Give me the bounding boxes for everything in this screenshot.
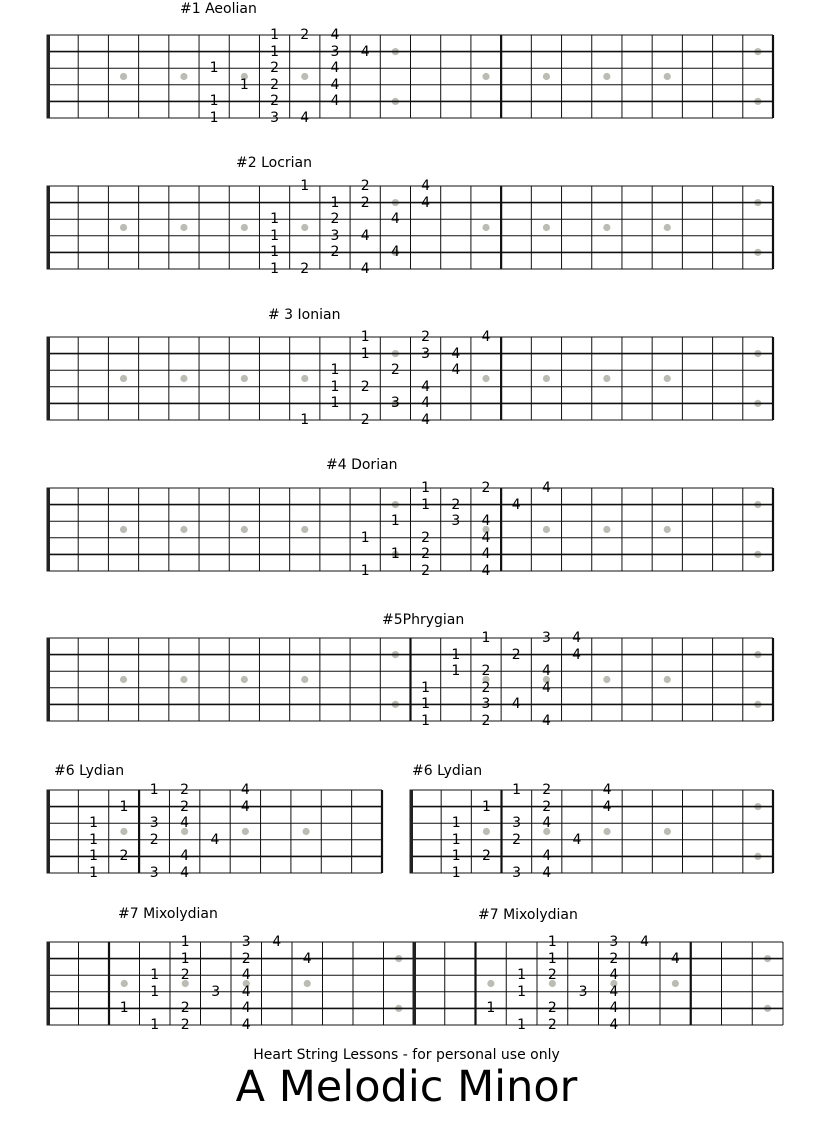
finger-number: 1 [421, 696, 431, 713]
diagram-title: #5Phrygian [382, 612, 465, 628]
finger-number: 2 [149, 831, 159, 848]
finger-number: 1 [239, 76, 249, 93]
fret-marker [543, 224, 550, 231]
finger-number: 4 [572, 646, 582, 663]
finger-number: 2 [481, 679, 491, 696]
finger-number: 1 [512, 782, 522, 798]
fret-marker [672, 980, 679, 987]
finger-number: 4 [421, 194, 431, 211]
finger-number: 1 [89, 831, 98, 848]
diagram-title: #6 Lydian [412, 763, 483, 779]
finger-number: 4 [241, 1017, 251, 1033]
finger-number: 4 [541, 679, 551, 696]
finger-number: 4 [330, 93, 340, 110]
finger-number: 1 [517, 967, 527, 984]
finger-number: 4 [609, 967, 619, 984]
finger-number: 4 [240, 798, 250, 815]
finger-number: 4 [481, 546, 491, 563]
fret-marker [241, 676, 248, 683]
finger-number: 1 [421, 480, 431, 496]
fret-marker [120, 676, 127, 683]
diagram-title: #2 Locrian [236, 155, 313, 171]
finger-number: 4 [572, 630, 582, 646]
finger-number: 2 [481, 713, 491, 729]
fret-marker [664, 73, 671, 80]
diagram-title: #7 Mixolydian [478, 907, 578, 923]
finger-number: 1 [180, 934, 190, 950]
fret-marker [482, 73, 489, 80]
finger-number: 2 [512, 831, 522, 848]
footer-note: Heart String Lessons - for personal use only [253, 1047, 560, 1063]
finger-number: 4 [360, 227, 370, 244]
finger-number: 2 [609, 950, 619, 967]
finger-number: 2 [481, 663, 491, 680]
finger-number: 4 [542, 865, 552, 881]
finger-number: 2 [180, 1000, 190, 1017]
finger-number: 3 [330, 227, 340, 244]
finger-number: 4 [481, 563, 491, 579]
nut [47, 35, 51, 119]
finger-number: 2 [542, 782, 552, 798]
finger-number: 4 [511, 496, 521, 513]
finger-number: 2 [360, 412, 370, 428]
nut [47, 337, 51, 421]
finger-number: 4 [481, 513, 491, 530]
finger-number: 1 [270, 244, 280, 261]
finger-number: 1 [451, 663, 461, 680]
finger-number: 1 [270, 227, 280, 244]
finger-number: 1 [89, 865, 98, 881]
finger-number: 4 [360, 261, 370, 277]
finger-number: 4 [180, 865, 190, 881]
finger-number: 2 [270, 76, 280, 93]
finger-number: 4 [180, 815, 190, 832]
finger-number: 2 [481, 480, 491, 496]
finger-number: 2 [180, 1017, 190, 1033]
finger-number: 4 [240, 782, 250, 798]
fret-marker [603, 73, 610, 80]
finger-number: 4 [481, 529, 491, 546]
finger-number: 1 [209, 93, 219, 110]
fret-marker [301, 526, 308, 533]
finger-number: 2 [330, 244, 340, 261]
fret-marker [543, 73, 550, 80]
fret-marker [482, 375, 489, 382]
diagram-title: #1 Aeolian [180, 1, 257, 17]
fret-marker [603, 224, 610, 231]
finger-number: 1 [330, 378, 340, 395]
finger-number: 1 [330, 362, 340, 379]
finger-number: 1 [451, 646, 461, 663]
finger-number: 2 [241, 950, 251, 967]
finger-number: 4 [180, 848, 190, 865]
finger-number: 3 [609, 934, 619, 950]
finger-number: 1 [300, 178, 310, 194]
finger-number: 1 [360, 563, 370, 579]
fret-marker [120, 526, 127, 533]
finger-number: 4 [300, 110, 310, 126]
finger-number: 4 [210, 831, 220, 848]
finger-number: 4 [609, 1017, 619, 1033]
diagram-title: #4 Dorian [326, 457, 398, 473]
finger-number: 4 [421, 378, 431, 395]
fret-marker [120, 73, 127, 80]
fret-marker [482, 224, 489, 231]
fret-marker [241, 375, 248, 382]
diagram-title: #6 Lydian [54, 763, 125, 779]
finger-number: 2 [547, 1017, 557, 1033]
finger-number: 2 [451, 496, 461, 513]
finger-number: 2 [119, 848, 129, 865]
finger-number: 4 [481, 329, 491, 345]
finger-number: 1 [360, 529, 370, 546]
nut [47, 942, 51, 1026]
finger-number: 3 [390, 395, 400, 412]
finger-number: 2 [421, 563, 431, 579]
finger-number: 1 [209, 60, 219, 77]
finger-number: 1 [150, 1017, 160, 1033]
finger-number: 2 [270, 93, 280, 110]
fret-marker [543, 526, 550, 533]
finger-number: 2 [547, 967, 557, 984]
finger-number: 1 [300, 412, 310, 428]
fret-marker [543, 375, 550, 382]
fret-marker [603, 526, 610, 533]
finger-number: 4 [330, 60, 340, 77]
fret-marker [664, 828, 671, 835]
fret-marker [180, 224, 187, 231]
fret-marker [483, 828, 490, 835]
finger-number: 1 [119, 798, 129, 815]
fret-marker [180, 73, 187, 80]
finger-number: 2 [421, 329, 431, 345]
finger-number: 1 [119, 1000, 129, 1017]
finger-number: 2 [481, 848, 491, 865]
finger-number: 2 [421, 529, 431, 546]
fret-marker [301, 375, 308, 382]
finger-number: 4 [302, 950, 312, 967]
fret-marker [301, 224, 308, 231]
finger-number: 4 [602, 798, 612, 815]
finger-number: 2 [390, 362, 400, 379]
finger-number: 3 [211, 983, 221, 1000]
fret-marker [487, 980, 494, 987]
finger-number: 4 [602, 782, 612, 798]
finger-number: 4 [451, 362, 461, 379]
finger-number: 1 [486, 1000, 496, 1017]
fret-marker [664, 224, 671, 231]
finger-number: 1 [421, 679, 431, 696]
finger-number: 4 [609, 983, 619, 1000]
finger-number: 2 [547, 1000, 557, 1017]
finger-number: 1 [270, 261, 280, 277]
fret-marker [241, 526, 248, 533]
fret-marker [180, 375, 187, 382]
finger-number: 4 [241, 967, 251, 984]
finger-number: 1 [209, 110, 219, 126]
finger-number: 1 [481, 630, 491, 646]
nut [47, 790, 51, 874]
finger-number: 2 [421, 546, 431, 563]
finger-number: 1 [150, 967, 160, 984]
finger-number: 4 [541, 663, 551, 680]
finger-number: 1 [517, 1017, 527, 1033]
finger-number: 3 [421, 345, 431, 362]
diagram-title: # 3 Ionian [268, 307, 341, 323]
fret-marker [121, 980, 128, 987]
finger-number: 1 [180, 950, 190, 967]
fret-marker [664, 676, 671, 683]
finger-number: 4 [451, 345, 461, 362]
finger-number: 4 [541, 713, 551, 729]
finger-number: 4 [421, 412, 431, 428]
finger-number: 3 [149, 815, 159, 832]
fret-marker [120, 828, 127, 835]
finger-number: 4 [609, 1000, 619, 1017]
finger-number: 4 [390, 244, 400, 261]
finger-number: 1 [421, 496, 431, 513]
finger-number: 4 [670, 950, 680, 967]
nut [410, 790, 414, 874]
finger-number: 2 [300, 261, 310, 277]
finger-number: 3 [241, 934, 251, 950]
finger-number: 2 [360, 194, 370, 211]
finger-number: 1 [270, 43, 280, 60]
finger-number: 4 [421, 395, 431, 412]
finger-number: 2 [542, 798, 552, 815]
finger-number: 3 [149, 865, 159, 881]
finger-number: 1 [270, 211, 280, 228]
finger-number: 2 [300, 27, 310, 43]
finger-number: 3 [481, 696, 491, 713]
finger-number: 2 [360, 378, 370, 395]
finger-number: 3 [512, 865, 522, 881]
finger-number: 4 [542, 848, 552, 865]
fret-marker [603, 676, 610, 683]
main-title: A Melodic Minor [235, 1062, 578, 1112]
finger-number: 1 [547, 950, 557, 967]
nut [47, 488, 51, 572]
fret-marker [301, 73, 308, 80]
fret-marker [120, 375, 127, 382]
finger-number: 2 [180, 798, 190, 815]
finger-number: 1 [89, 815, 98, 832]
finger-number: 1 [481, 798, 491, 815]
fret-marker [664, 375, 671, 382]
finger-number: 4 [542, 815, 552, 832]
finger-number: 3 [512, 815, 522, 832]
nut [413, 942, 417, 1026]
finger-number: 3 [451, 513, 461, 530]
finger-number: 4 [241, 1000, 251, 1017]
fret-marker [603, 828, 610, 835]
finger-number: 4 [330, 27, 340, 43]
finger-number: 4 [511, 696, 521, 713]
finger-number: 4 [640, 934, 650, 950]
finger-number: 1 [150, 983, 160, 1000]
finger-number: 1 [390, 513, 400, 530]
finger-number: 1 [149, 782, 159, 798]
finger-number: 2 [270, 60, 280, 77]
finger-number: 3 [578, 983, 588, 1000]
finger-number: 1 [421, 713, 431, 729]
nut [47, 186, 51, 270]
finger-number: 3 [270, 110, 280, 126]
fret-marker [241, 224, 248, 231]
finger-number: 2 [180, 967, 190, 984]
finger-number: 1 [451, 848, 461, 865]
fret-marker [180, 526, 187, 533]
finger-number: 4 [241, 983, 251, 1000]
finger-number: 4 [390, 211, 400, 228]
finger-number: 2 [360, 178, 370, 194]
finger-number: 3 [541, 630, 551, 646]
finger-number: 1 [330, 395, 340, 412]
finger-number: 1 [270, 27, 280, 43]
finger-number: 3 [330, 43, 340, 60]
finger-number: 4 [541, 480, 551, 496]
finger-number: 1 [451, 831, 461, 848]
fret-marker [120, 224, 127, 231]
fret-marker [242, 828, 249, 835]
finger-number: 4 [360, 43, 370, 60]
finger-number: 1 [451, 865, 461, 881]
fret-marker [302, 828, 309, 835]
fret-marker [304, 980, 311, 987]
finger-number: 2 [511, 646, 521, 663]
finger-number: 4 [330, 76, 340, 93]
finger-number: 4 [421, 178, 431, 194]
fret-marker [664, 526, 671, 533]
finger-number: 1 [330, 194, 340, 211]
finger-number: 1 [517, 983, 527, 1000]
fret-marker [180, 676, 187, 683]
diagram-title: #7 Mixolydian [118, 906, 218, 922]
fret-marker [301, 676, 308, 683]
finger-number: 4 [572, 831, 582, 848]
finger-number: 1 [451, 815, 461, 832]
finger-number: 2 [180, 782, 190, 798]
finger-number: 1 [89, 848, 98, 865]
fret-marker [603, 375, 610, 382]
finger-number: 1 [390, 546, 400, 563]
finger-number: 1 [360, 345, 370, 362]
finger-number: 4 [272, 934, 282, 950]
finger-number: 2 [330, 211, 340, 228]
finger-number: 1 [360, 329, 370, 345]
nut [47, 638, 51, 722]
finger-number: 1 [547, 934, 557, 950]
